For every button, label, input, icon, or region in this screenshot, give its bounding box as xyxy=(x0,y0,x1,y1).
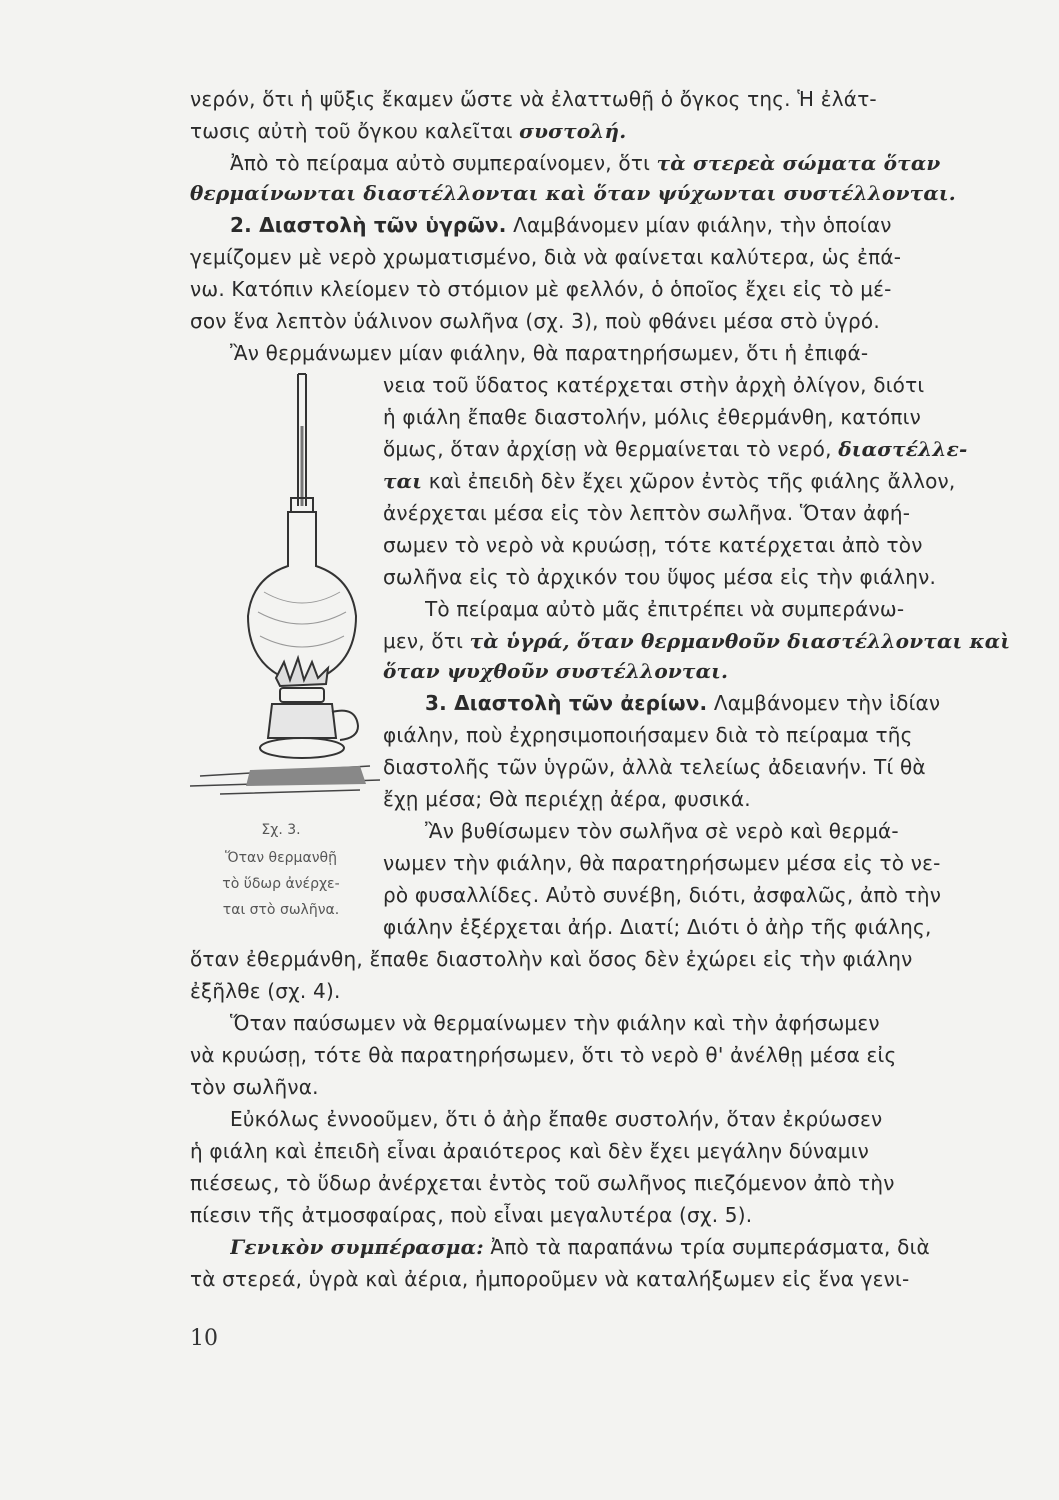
section-heading-liquids: 2. Διαστολὴ τῶν ὑγρῶν. Λαμβάνομεν μίαν φιάλην, τὴν ὁποίαν xyxy=(230,213,892,237)
text-line: διαστολῆς τῶν ὑγρῶν, ἀλλὰ τελείως ἀδειανήν. Τί θὰ xyxy=(383,755,926,779)
text-line: σωλῆνα εἰς τὸ ἀρχικόν του ὕψος μέσα εἰς τὴν φιάλην. xyxy=(383,565,937,589)
figure-caption-line: Ὅταν θερμανθῇ xyxy=(225,850,337,866)
page-number: 10 xyxy=(190,1326,218,1351)
text-line: ἡ φιάλη ἔπαθε διαστολήν, μόλις ἐθερμάνθη, κατόπιν xyxy=(383,405,921,429)
text-line: Εὐκόλως ἐννοοῦμεν, ὅτι ὁ ἀὴρ ἔπαθε συστολήν, ὅταν ἐκρύωσεν xyxy=(230,1107,883,1131)
text-line: νωμεν τὴν φιάλην, θὰ παρατηρήσωμεν μέσα εἰς τὸ νε- xyxy=(383,851,941,875)
text-line: ται καὶ ἐπειδὴ δὲν ἔχει χῶρον ἐντὸς τῆς φιάλης ἄλλον, xyxy=(383,469,956,493)
text-line: ρὸ φυσαλλίδες. Αὐτὸ συνέβη, διότι, ἀσφαλῶς, ἀπὸ τὴν xyxy=(383,883,942,907)
text-line: νω. Κατόπιν κλείομεν τὸ στόμιον μὲ φελλόν, ὁ ὁποῖος ἔχει εἰς τὸ μέ- xyxy=(190,277,892,301)
text-line: μεν, ὅτι τὰ ὑγρά, ὅταν θερμανθοῦν διαστέλλονται καὶ xyxy=(383,629,1011,653)
general-conclusion: Γενικὸν συμπέρασμα: Ἀπὸ τὰ παραπάνω τρία συμπεράσματα, διὰ xyxy=(230,1235,930,1259)
section-heading-gases: 3. Διαστολὴ τῶν ἀερίων. Λαμβάνομεν τὴν ἰδίαν xyxy=(425,691,941,715)
text-line: τὰ στερεά, ὑγρὰ καὶ ἀέρια, ἠμποροῦμεν νὰ καταλήξωμεν εἰς ἕνα γενι- xyxy=(190,1267,910,1291)
text-line: ὅταν ψυχθοῦν συστέλλονται. xyxy=(383,659,729,683)
text-line: Ἂν θερμάνωμεν μίαν φιάλην, θὰ παρατηρήσωμεν, ὅτι ἡ ἐπιφά- xyxy=(230,341,869,365)
figure-caption-title: Σχ. 3. xyxy=(261,822,301,838)
text-line: ὅταν ἐθερμάνθη, ἔπαθε διαστολὴν καὶ ὅσος δὲν ἐχώρει εἰς τὴν φιάλην xyxy=(190,947,913,971)
text-line: νεια τοῦ ὕδατος κατέρχεται στὴν ἀρχὴ ὀλίγον, διότι xyxy=(383,373,925,397)
text-line: νὰ κρυώσῃ, τότε θὰ παρατηρήσωμεν, ὅτι τὸ νερὸ θ' ἀνέλθῃ μέσα εἰς xyxy=(190,1043,897,1067)
text-line: Ὅταν παύσωμεν νὰ θερμαίνωμεν τὴν φιάλην καὶ τὴν ἀφήσωμεν xyxy=(230,1011,880,1035)
figure-caption-line: τὸ ὕδωρ ἀνέρχε- xyxy=(222,876,340,892)
text-line: φιάλην, ποὺ ἐχρησιμοποιήσαμεν διὰ τὸ πείραμα τῆς xyxy=(383,723,913,747)
text-line: Ἂν βυθίσωμεν τὸν σωλῆνα σὲ νερὸ καὶ θερμά- xyxy=(425,819,899,843)
figure-caption-line: ται στὸ σωλῆνα. xyxy=(222,902,340,918)
text-line: πίεσιν τῆς ἀτμοσφαίρας, ποὺ εἶναι μεγαλυτέρα (σχ. 5). xyxy=(190,1203,753,1227)
text-line: ἀνέρχεται μέσα εἰς τὸν λεπτὸν σωλῆνα. Ὅταν ἀφή- xyxy=(383,501,911,525)
text-line: γεμίζομεν μὲ νερὸ χρωματισμένο, διὰ νὰ φαίνεται καλύτερα, ὡς ἐπά- xyxy=(190,245,902,269)
text-line: ἔχῃ μέσα; Θὰ περιέχῃ ἀέρα, φυσικά. xyxy=(383,787,751,811)
text-line: νερόν, ὅτι ἡ ψῦξις ἔκαμεν ὥστε νὰ ἐλαττωθῇ ὁ ὄγκος της. Ἡ ἐλάτ- xyxy=(190,87,877,111)
text-line: σωμεν τὸ νερὸ νὰ κρυώσῃ, τότε κατέρχεται ἀπὸ τὸν xyxy=(383,533,923,557)
text-line: Τὸ πείραμα αὐτὸ μᾶς ἐπιτρέπει νὰ συμπεράνω- xyxy=(425,597,905,621)
text-line: φιάλην ἐξέρχεται ἀήρ. Διατί; Διότι ὁ ἀὴρ τῆς φιάλης, xyxy=(383,915,932,939)
text-line: σον ἕνα λεπτὸν ὑάλινον σωλῆνα (σχ. 3), ποὺ φθάνει μέσα στὸ ὑγρό. xyxy=(190,309,880,333)
text-line: ὅμως, ὅταν ἀρχίσῃ νὰ θερμαίνεται τὸ νερό, διαστέλλε- xyxy=(383,437,968,461)
text-line: τωσις αὐτὴ τοῦ ὄγκου καλεῖται συστολή. xyxy=(190,119,627,143)
text-line: πιέσεως, τὸ ὕδωρ ἀνέρχεται ἐντὸς τοῦ σωλῆνος πιεζόμενον ἀπὸ τὴν xyxy=(190,1171,895,1195)
flask-heating-illustration xyxy=(180,366,385,831)
text-line: ἡ φιάλη καὶ ἐπειδὴ εἶναι ἀραιότερος καὶ δὲν ἔχει μεγάλην δύναμιν xyxy=(190,1139,870,1163)
text-line: ἐξῆλθε (σχ. 4). xyxy=(190,979,341,1003)
text-line: Ἀπὸ τὸ πείραμα αὐτὸ συμπεραίνομεν, ὅτι τὰ στερεὰ σώματα ὅταν xyxy=(230,151,941,175)
text-line: τὸν σωλῆνα. xyxy=(190,1075,319,1099)
text-line: θερμαίνωνται διαστέλλονται καὶ ὅταν ψύχωνται συστέλλονται. xyxy=(190,181,956,205)
